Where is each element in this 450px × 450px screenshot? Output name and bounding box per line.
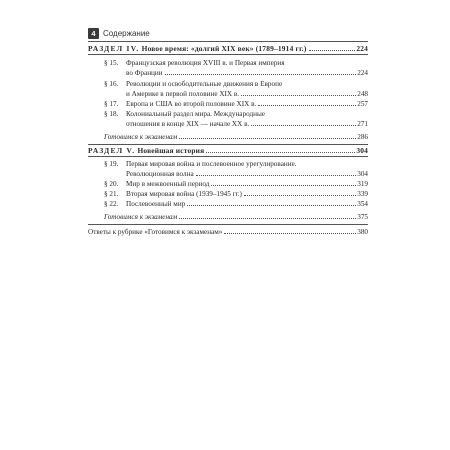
leader-dots [165,73,357,75]
section-rule [88,156,368,157]
leader-dots [244,194,356,196]
toc-p19-title-cont: Революционная волна [126,170,194,178]
toc-p21-number: § 21. [104,190,119,198]
page-header [88,28,150,39]
toc-p17-title: Европа и США во второй половине XIX в. [126,100,257,108]
toc-p21-page: 339 [357,190,368,198]
leader-dots [179,137,356,139]
toc-p22[interactable] [126,200,368,208]
section-4-lead: РАЗДЕЛ IV. [88,44,140,53]
answers-label: Ответы к рубрике «Готовимся к экзаменам» [88,228,223,236]
header-rule [88,41,368,42]
toc-p16-title-cont: и Америке в первой половине XIX в. [126,90,240,98]
toc-p19[interactable] [126,170,368,178]
toc-exam-prep-2[interactable] [104,213,368,221]
section-rule [88,224,368,225]
exam-prep-1-label: Готовимся к экзаменам [104,133,178,141]
toc-p15-title-cont: во Франции [126,69,163,77]
leader-dots [241,94,356,96]
toc-exam-prep-1[interactable] [104,133,368,141]
toc-p22-title: Послевоенный мир [126,200,186,208]
leader-dots [179,217,356,219]
toc-p18-title-cont: отношения в конце XIX — начале XX в. [126,120,250,128]
toc-p17[interactable] [126,100,368,108]
toc-p16[interactable] [126,90,368,98]
exam-prep-2-label: Готовимся к экзаменам [104,213,178,221]
toc-p22-number: § 22. [104,200,119,208]
toc-p18-title[interactable]: Колониальный раздел мира. Международные [126,110,265,118]
leader-dots [258,104,356,106]
toc-section-4[interactable] [88,44,368,53]
section-rule [88,54,368,55]
toc-p19-number: § 19. [104,160,119,168]
toc-p20-title: Мир в межвоенный период [126,180,210,188]
leader-dots [309,49,356,51]
leader-dots [224,232,356,234]
running-title: Содержание [103,29,150,38]
section-4-title: Новое время: «долгий XIX век» (1789–1914 гг.) [141,44,307,53]
leader-dots [187,204,356,206]
leader-dots [196,174,357,176]
toc-section-5[interactable] [88,146,368,155]
toc-p20-number: § 20. [104,180,119,188]
toc-p22-page: 354 [357,200,368,208]
toc-p18[interactable] [126,120,368,128]
section-5-lead: РАЗДЕЛ V. [88,146,136,155]
toc-p21-title: Вторая мировая война (1939–1945 гг.) [126,190,242,198]
toc-p16-title[interactable]: Революции и освободительные движения в Европе [126,80,283,88]
toc-p17-page: 257 [357,100,368,108]
toc-answers[interactable] [88,228,368,236]
toc-p21[interactable] [126,190,368,198]
toc-p16-page: 248 [357,90,368,98]
exam-prep-2-page: 375 [357,213,368,221]
leader-dots [251,124,356,126]
toc-p15-title[interactable]: Французская революция XVIII в. и Первая империя [126,59,285,67]
leader-dots [206,151,355,153]
toc-p18-page: 271 [357,120,368,128]
exam-prep-1-page: 286 [357,133,368,141]
toc-p18-number: § 18. [104,110,119,118]
toc-p19-title[interactable]: Первая мировая война и послевоенное урегулирование. [126,160,297,168]
leader-dots [211,184,356,186]
toc-p15-page: 224 [357,69,368,77]
answers-page: 380 [357,228,368,236]
section-rule [88,144,368,145]
section-4-page: 224 [356,44,368,53]
toc-p16-number: § 16. [104,80,119,88]
toc-p15-number: § 15. [104,59,119,67]
toc-p19-page: 304 [357,170,368,178]
toc-p20-page: 319 [357,180,368,188]
section-5-title: Новейшая история [137,146,205,155]
toc-p17-number: § 17. [104,100,119,108]
toc-p15[interactable] [126,69,368,77]
toc-p20[interactable] [126,180,368,188]
section-5-page: 304 [356,146,368,155]
page-number-badge: 4 [88,28,99,39]
